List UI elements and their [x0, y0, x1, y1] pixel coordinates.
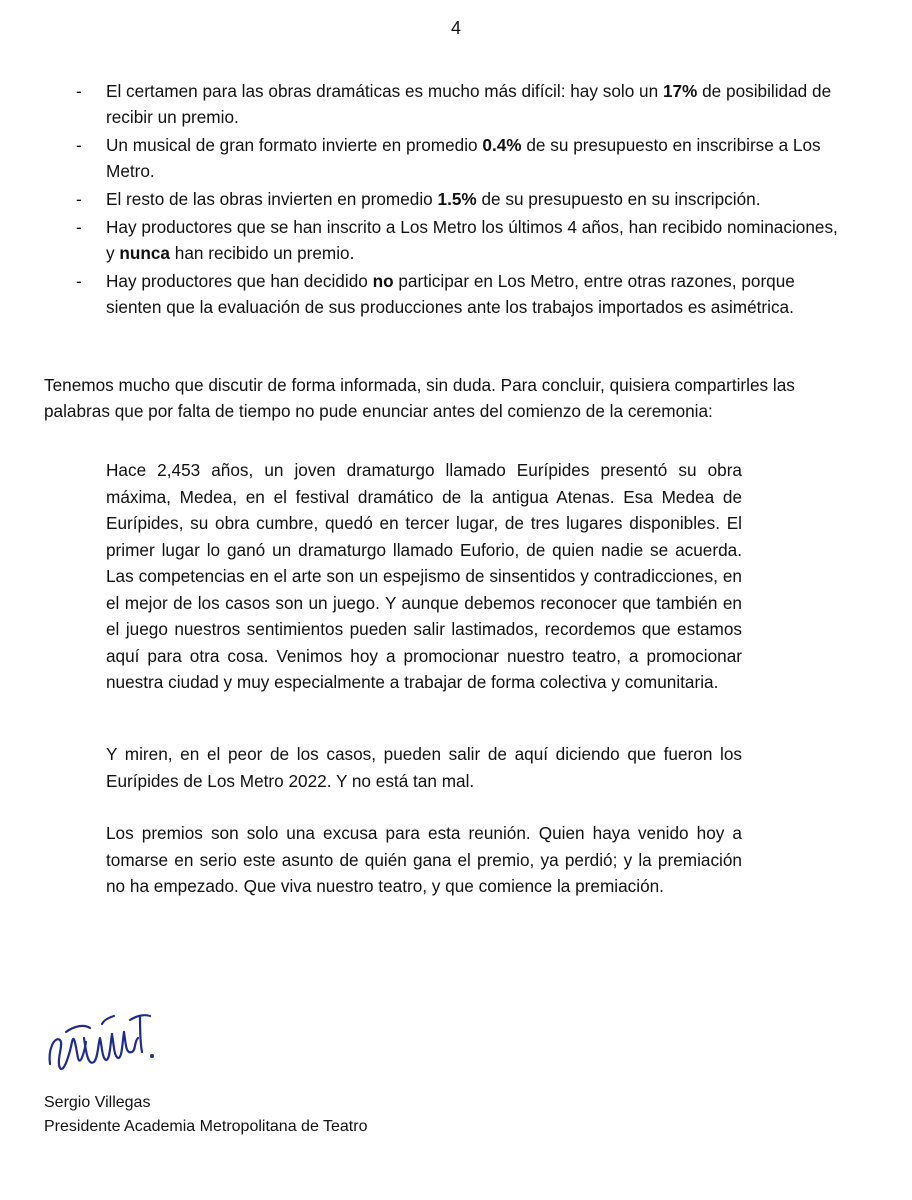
bullet-dash: - — [76, 217, 82, 237]
bullet-item: - El resto de las obras invierten en promedio 1.5% de su presupuesto en su inscripción. — [72, 186, 842, 212]
signer-block — [44, 1091, 367, 1139]
bullet-dash: - — [76, 271, 82, 291]
intro-paragraph: Tenemos mucho que discutir de forma informada, sin duda. Para concluir, quisiera compartirles las palabras que por falta de tiempo no pude enunciar antes del comienzo de la ceremonia: — [44, 375, 795, 421]
bullet-item: - Hay productores que han decidido no participar en Los Metro, entre otras razones, porque sienten que la evaluación de sus producciones ante los trabajos importados es asimétrica. — [72, 268, 842, 320]
quote-paragraph-3: Los premios son solo una excusa para esta reunión. Quien haya venido hoy a tomarse en serio este asunto de quién gana el premio, ya perdió; y la premiación no ha empezado. Que viva nuestro teatro, y que comience la premiación. — [106, 823, 742, 896]
bullet-dash: - — [76, 135, 82, 155]
signer-title: Presidente Academia Metropolitana de Teatro — [44, 1118, 368, 1135]
quote-paragraph-2: Y miren, en el peor de los casos, pueden salir de aquí diciendo que fueron los Eurípides de Los Metro 2022. Y no está tan mal. — [106, 744, 742, 791]
bullet-item: - El certamen para las obras dramáticas es mucho más difícil: hay solo un 17% de posibilidad de recibir un premio. — [72, 78, 842, 130]
page-number: 4 — [450, 18, 461, 38]
bullet-dash: - — [76, 81, 82, 101]
handwritten-signature — [44, 1002, 164, 1082]
statistics-bullet-list — [72, 78, 842, 322]
signer-name: Sergio Villegas — [44, 1094, 151, 1111]
quote-paragraph-1: Hace 2,453 años, un joven dramaturgo llamado Eurípides presentó su obra máxima, Medea, en el festival dramático de la antigua Atenas. Esa Medea de Eurípides, su obra cumbre, quedó en tercer lugar, de tres lugares disponibles. El primer lugar lo ganó un dramaturgo llamado Euforio, de quien nadie se acuerda. Las competencias en el arte son un espejismo de sinsentidos y contradicciones, en el mejor de los casos son un juego. Y aunque debemos reconocer que también en el juego nuestros sentimientos pueden salir lastimados, recordemos que estamos aquí para otra cosa. Venimos hoy a promocionar nuestro teatro, a promocionar nuestra ciudad y muy especialmente a trabajar de forma colectiva y comunitaria. — [106, 460, 742, 692]
bullet-item: - Hay productores que se han inscrito a Los Metro los últimos 4 años, han recibido nominaciones, y nunca han recibido un premio. — [72, 214, 842, 266]
bullet-item: - Un musical de gran formato invierte en promedio 0.4% de su presupuesto en inscribirse a Los Metro. — [72, 132, 842, 184]
bullet-dash: - — [76, 189, 82, 209]
